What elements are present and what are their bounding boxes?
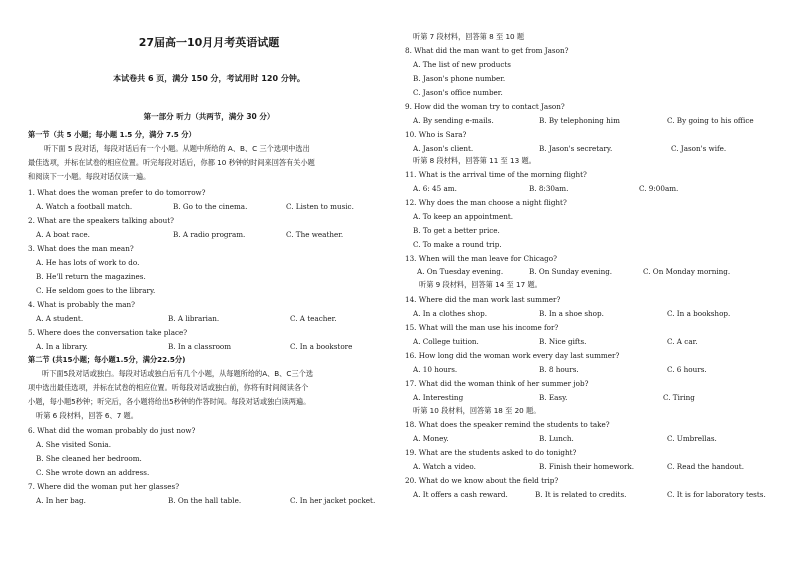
- question-17: 17. What did the woman think of her summer job?: [405, 379, 589, 388]
- q18-option-a: A. Money.: [413, 434, 449, 443]
- q10-option-c: C. Jason's wife.: [671, 144, 727, 153]
- q13-option-a: A. On Tuesday evening.: [417, 267, 504, 276]
- q16-option-b: B. 8 hours.: [539, 365, 579, 374]
- section1-heading: 第一节（共 5 小题；每小题 1.5 分，满分 7.5 分）: [28, 130, 196, 139]
- section2-instructions-line: 听下面5段对话或独白。每段对话或独白后有几个小题，从每题所给的A、B、C三个选: [42, 369, 314, 378]
- q19-option-a: A. Watch a video.: [413, 462, 476, 471]
- q3-option-c: C. He seldom goes to the library.: [36, 286, 156, 295]
- q7-option-a: A. In her bag.: [36, 496, 86, 505]
- q3-option-a: A. He has lots of work to do.: [36, 258, 140, 267]
- q1-option-b: B. Go to the cinema.: [173, 202, 248, 211]
- q13-option-c: C. On Monday morning.: [643, 267, 731, 276]
- question-2: 2. What are the speakers talking about?: [28, 216, 175, 225]
- question-9: 9. How did the woman try to contact Jason?: [405, 102, 565, 111]
- q16-option-c: C. 6 hours.: [667, 365, 707, 374]
- q17-option-a: A. Interesting: [413, 393, 464, 402]
- q1-option-c: C. Listen to music.: [286, 202, 354, 211]
- q15-option-c: C. A car.: [667, 337, 698, 346]
- q7-option-c: C. In her jacket pocket.: [290, 496, 376, 505]
- question-4: 4. What is probably the man?: [28, 300, 136, 309]
- q6-option-c: C. She wrote down an address.: [36, 468, 150, 477]
- section1-instructions-line: 和阅读下一小题。每段对话仅读一遍。: [28, 172, 151, 181]
- q11-option-c: C. 9:00am.: [639, 184, 679, 193]
- q10-option-b: B. Jason's secretary.: [539, 144, 613, 153]
- question-19: 19. What are the students asked to do tonight?: [405, 448, 577, 457]
- q6-option-b: B. She cleaned her bedroom.: [36, 454, 142, 463]
- q8-option-a: A. The list of new products: [413, 60, 511, 69]
- q11-option-a: A. 6: 45 am.: [413, 184, 457, 193]
- q4-option-a: A. A student.: [36, 314, 84, 323]
- section2-instructions-line: 项中选出最佳选项，并标在试卷的相应位置。听每段对话或独白前，你将有时间阅读各个: [28, 383, 309, 392]
- q19-option-b: B. Finish their homework.: [539, 462, 635, 471]
- section2-instructions-line: 小题，每小题5秒钟；听完后，各小题将给出5秒钟的作答时间。每段对话或独白读两遍。: [28, 397, 311, 406]
- question-13: 13. When will the man leave for Chicago?: [405, 254, 557, 263]
- q8-option-b: B. Jason's phone number.: [413, 74, 506, 83]
- question-18: 18. What does the speaker remind the students to take?: [405, 420, 610, 429]
- q14-option-c: C. In a bookshop.: [667, 309, 731, 318]
- exam-title: 27届高一10月月考英语试题: [138, 36, 280, 49]
- q6-option-a: A. She visited Sonia.: [36, 440, 111, 449]
- q10-option-a: A. Jason's client.: [413, 144, 474, 153]
- q14-option-a: A. In a clothes shop.: [413, 309, 488, 318]
- q14-option-b: B. In a shoe shop.: [539, 309, 604, 318]
- q4-option-c: C. A teacher.: [290, 314, 337, 323]
- q15-option-a: A. College tuition.: [413, 337, 479, 346]
- q9-option-a: A. By sending e-mails.: [413, 116, 494, 125]
- q16-option-a: A. 10 hours.: [413, 365, 458, 374]
- q9-option-b: B. By telephoning him: [539, 116, 620, 125]
- material-note-10: 听第 10 段材料，回答第 18 至 20 题。: [413, 406, 541, 415]
- question-1: 1. What does the woman prefer to do tomorrow?: [28, 188, 206, 197]
- q3-option-b: B. He'll return the magazines.: [36, 272, 146, 281]
- q20-option-b: B. It is related to credits.: [535, 490, 627, 499]
- q17-option-c: C. Tiring: [663, 393, 695, 402]
- material-note-8: 听第 8 段材料，回答第 11 至 13 题。: [413, 156, 536, 165]
- section1-instructions-line: 听下面 5 段对话，每段对话后有一个小题。从题中所给的 A、B、C 三个选项中选出: [44, 144, 310, 153]
- q18-option-c: C. Umbrellas.: [667, 434, 717, 443]
- q12-option-b: B. To get a better price.: [413, 226, 500, 235]
- question-16: 16. How long did the woman work every day last summer?: [405, 351, 620, 360]
- question-5: 5. Where does the conversation take place?: [28, 328, 188, 337]
- material-note-9: 听第 9 段材料，回答第 14 至 17 题。: [419, 280, 542, 289]
- q5-option-b: B. In a classroom: [168, 342, 232, 351]
- part1-heading: 第一部分 听力（共两节，满分 30 分）: [143, 112, 275, 121]
- q5-option-a: A. In a library.: [36, 342, 88, 351]
- question-3: 3. What does the man mean?: [28, 244, 134, 253]
- q18-option-b: B. Lunch.: [539, 434, 574, 443]
- q7-option-b: B. On the hall table.: [168, 496, 242, 505]
- material-note-7: 听第 7 段材料，回答第 8 至 10 题: [413, 32, 525, 41]
- question-20: 20. What do we know about the field trip?: [405, 476, 559, 485]
- q17-option-b: B. Easy.: [539, 393, 568, 402]
- q2-option-b: B. A radio program.: [173, 230, 246, 239]
- question-10: 10. Who is Sara?: [405, 130, 467, 139]
- section1-instructions-line: 最佳选项，并标在试卷的相应位置。听完每段对话后，你都 10 秒钟的时间来回答有关小题: [28, 158, 315, 167]
- section2-heading: 第二节 (共15小题；每小题1.5分，满分22.5分): [28, 355, 186, 364]
- q19-option-c: C. Read the handout.: [667, 462, 744, 471]
- question-8: 8. What did the man want to get from Jason?: [405, 46, 569, 55]
- q5-option-c: C. In a bookstore: [290, 342, 353, 351]
- q8-option-c: C. Jason's office number.: [413, 88, 503, 97]
- question-11: 11. What is the arrival time of the morning flight?: [405, 170, 587, 179]
- q11-option-b: B. 8:30am.: [529, 184, 569, 193]
- q12-option-a: A. To keep an appointment.: [413, 212, 514, 221]
- q1-option-a: A. Watch a football match.: [36, 202, 133, 211]
- question-15: 15. What will the man use his income for?: [405, 323, 559, 332]
- material-note-6: 听第 6 段材料，回答 6、7 题。: [36, 411, 138, 420]
- q9-option-c: C. By going to his office: [667, 116, 754, 125]
- q2-option-c: C. The weather.: [286, 230, 344, 239]
- question-7: 7. Where did the woman put her glasses?: [28, 482, 180, 491]
- q15-option-b: B. Nice gifts.: [539, 337, 587, 346]
- q12-option-c: C. To make a round trip.: [413, 240, 502, 249]
- question-14: 14. Where did the man work last summer?: [405, 295, 561, 304]
- question-12: 12. Why does the man choose a night flight?: [405, 198, 567, 207]
- q4-option-b: B. A librarian.: [168, 314, 220, 323]
- q13-option-b: B. On Sunday evening.: [529, 267, 613, 276]
- question-6: 6. What did the woman probably do just now?: [28, 426, 196, 435]
- q20-option-c: C. It is for laboratory tests.: [667, 490, 766, 499]
- q2-option-a: A. A boat race.: [36, 230, 90, 239]
- exam-intro: 本试卷共 6 页，满分 150 分，考试用时 120 分钟。: [113, 74, 305, 83]
- q20-option-a: A. It offers a cash reward.: [413, 490, 508, 499]
